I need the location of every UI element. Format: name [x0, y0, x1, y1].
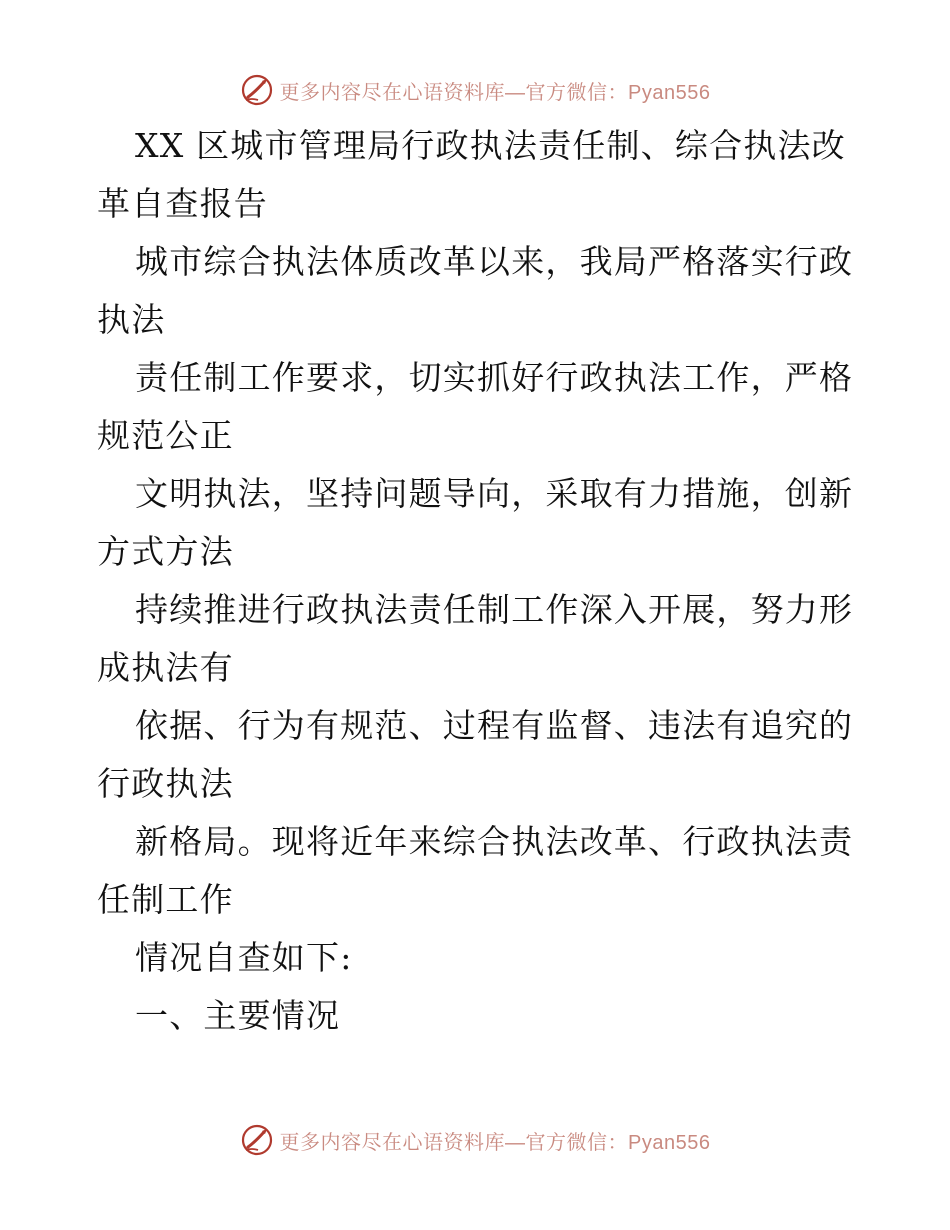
pen-seal-logo-icon: [240, 1123, 274, 1157]
footer-watermark-inner: [240, 1123, 711, 1157]
paragraph-line: 执法: [97, 300, 166, 339]
header-watermark-inner: [240, 73, 711, 107]
paragraph-line: 城市综合执法体质改革以来，我局严格落实行政: [135, 242, 854, 281]
paragraph-line: 持续推进行政执法责任制工作深入开展，努力形: [135, 590, 854, 629]
header-watermark: [0, 70, 950, 110]
paragraph-line: 依据、行为有规范、过程有监督、违法有追究的: [135, 706, 854, 745]
paragraph-line: 任制工作: [97, 880, 234, 919]
footer-watermark: [0, 1120, 950, 1160]
paragraph-line: 新格局。现将近年来综合执法改革、行政执法责: [135, 822, 854, 861]
pen-seal-logo-icon: [240, 73, 274, 107]
section-heading: 一、主要情况: [135, 996, 341, 1035]
paragraph-line: 责任制工作要求，切实抓好行政执法工作，严格: [135, 358, 854, 397]
paragraph-line: 情况自查如下:: [135, 938, 353, 977]
header-watermark-text: 更多内容尽在心语资料库—官方微信：Pyan556: [279, 81, 711, 104]
paragraph-line: 行政执法: [97, 764, 234, 803]
footer-watermark-text: 更多内容尽在心语资料库—官方微信：Pyan556: [279, 1131, 711, 1154]
paragraph-line: 方式方法: [97, 532, 234, 571]
document-title-line-1: XX 区城市管理局行政执法责任制、综合执法改: [135, 126, 846, 165]
paragraph-line: 成执法有: [97, 648, 234, 687]
paragraph-line: 文明执法，坚持问题导向，采取有力措施，创新: [135, 474, 854, 513]
document-body: [97, 117, 857, 1045]
document-title-line-2: 革自查报告: [97, 184, 268, 223]
paragraph-line: 规范公正: [97, 416, 234, 455]
